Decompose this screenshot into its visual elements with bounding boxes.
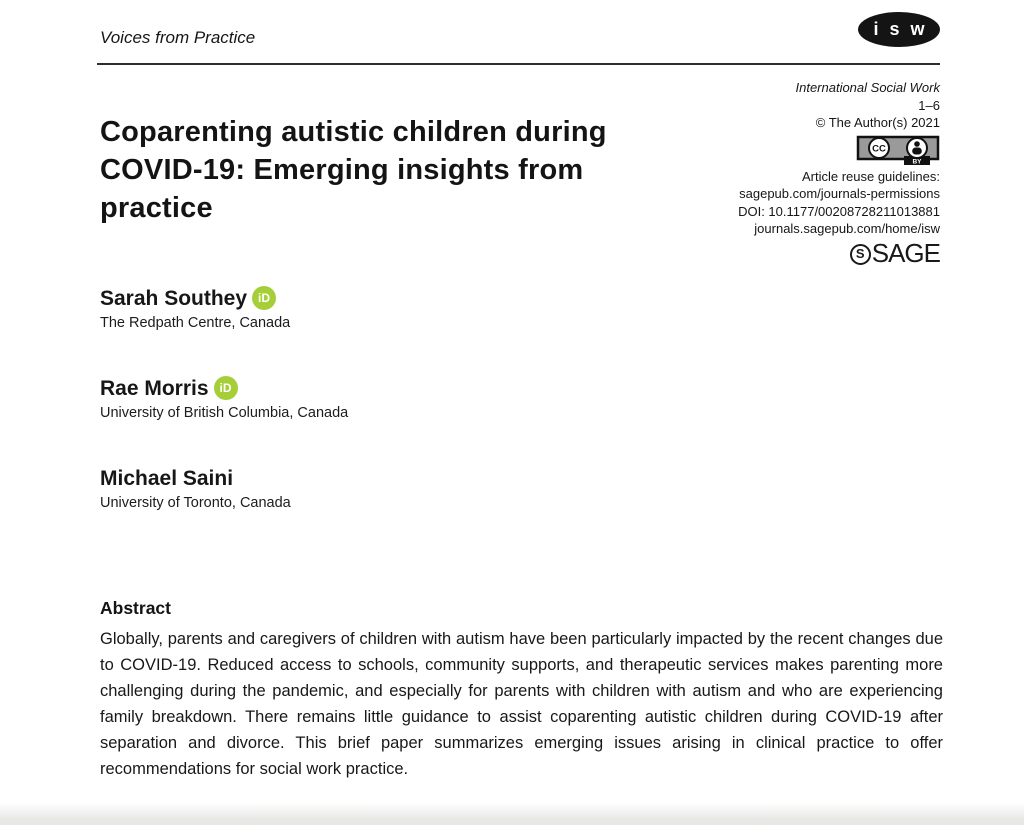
- journal-meta: [738, 79, 940, 269]
- author-name: Michael Saini: [100, 467, 234, 490]
- sage-logo: [738, 238, 940, 269]
- person-body: [912, 147, 922, 154]
- isw-journal-logo: [858, 12, 940, 47]
- orcid-icon[interactable]: iD: [214, 376, 238, 400]
- author-affiliation: The Redpath Centre, Canada: [100, 315, 291, 331]
- author-block: [100, 287, 348, 331]
- author-name: Sarah Southey: [100, 287, 248, 310]
- copyright-line: © The Author(s) 2021: [815, 115, 940, 130]
- article-reuse-label: Article reuse guidelines:: [801, 168, 940, 184]
- doi-link[interactable]: DOI: 10.1177/00208728211013881: [738, 203, 940, 219]
- abstract-text: Globally, parents and caregivers of children with autism have been particularly impacted by the recent changes due to COVID-19. Reduced access to schools, community supports, and therapeutic services makes parenting more challenging during the pandemic, and especially for parents with children with autism and who are experiencing family breakdown. There remains little guidance to assist coparenting autistic children during COVID-19 after separation and divorce. This brief paper summarizes emerging issues arising in clinical practice to offer recommendations for social work practice.: [100, 630, 943, 778]
- author-block: [100, 467, 348, 511]
- journal-name: International Social Work: [795, 80, 940, 95]
- author-name: Rae Morris: [100, 377, 209, 400]
- page-bottom-edge: [0, 803, 1024, 825]
- isw-logo-text: i s w: [873, 19, 928, 39]
- author-block: [100, 377, 348, 421]
- sage-s-icon: S: [850, 244, 871, 265]
- author-name-row: [100, 467, 348, 491]
- cc-by-badge[interactable]: [738, 135, 940, 166]
- author-name-row: [100, 287, 348, 311]
- abstract-heading: Abstract: [100, 598, 171, 618]
- author-name-row: [100, 377, 348, 401]
- permissions-link[interactable]: sagepub.com/journals-permissions: [739, 186, 940, 201]
- abstract-section: [100, 598, 943, 782]
- sage-wordmark: SAGE: [871, 238, 940, 269]
- journal-home-link[interactable]: journals.sagepub.com/home/isw: [754, 221, 940, 236]
- by-tab-label: BY: [912, 158, 922, 165]
- author-affiliation: University of British Columbia, Canada: [100, 405, 349, 421]
- author-list: [100, 287, 348, 557]
- section-label: Voices from Practice: [100, 28, 256, 47]
- orcid-icon[interactable]: iD: [252, 286, 276, 310]
- page-range: 1–6: [918, 97, 940, 113]
- header-divider: [97, 63, 940, 65]
- author-affiliation: University of Toronto, Canada: [100, 495, 291, 511]
- article-title: Coparenting autistic children during COVID-19: Emerging insights from practice: [100, 116, 607, 225]
- person-head: [914, 141, 920, 147]
- cc-by-badge-icon: [856, 135, 940, 166]
- cc-icon-label: CC: [872, 143, 886, 154]
